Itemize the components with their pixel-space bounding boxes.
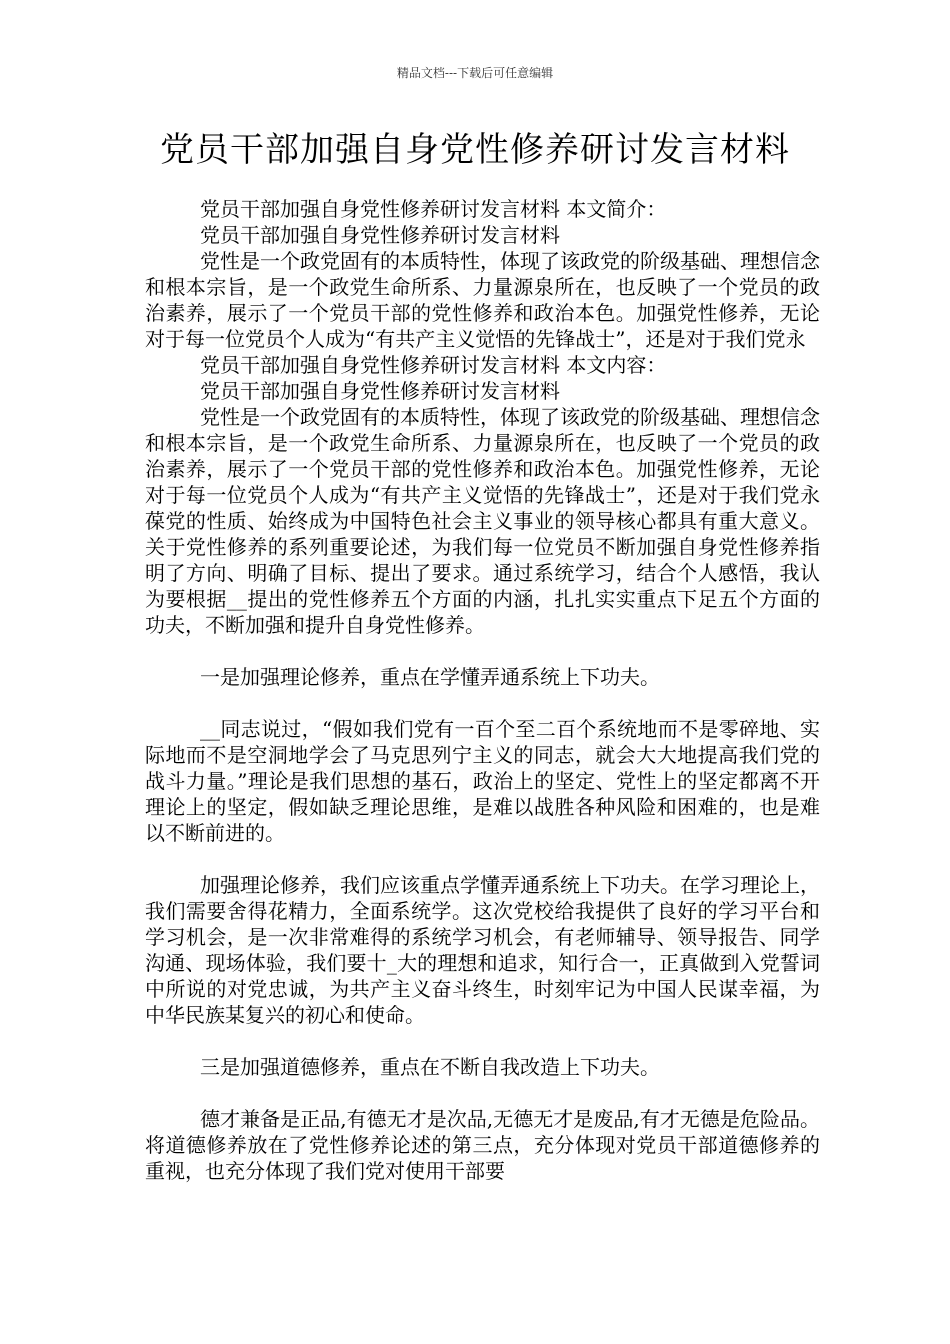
content-paragraph: 党性是一个政党固有的本质特性，体现了该政党的阶级基础、理想信念和根本宗旨，是一个政党生命所系、力量源泉所在，也反映了一个党员的政治素养，展示了一个党员干部的党性修养和政治本色。加强党性修养，无论对于每一位党员个人成为“有共产主义觉悟的先锋战士”，还是对于我们党永葆党的性质、始终成为中国特色社会主义事业的领导核心都具有重大意义。关于党性修养的系列重要论述，为我们每一位党员不断加强自身党性修养指明了方向、明确了目标、提出了要求。通过系统学习，结合个人感悟，我认为要根据__提出的党性修养五个方面的内涵，扎扎实实重点下足五个方面的功夫，不断加强和提升自身党性修养。 xyxy=(145,405,820,637)
intro-heading: 党员干部加强自身党性修养研讨发言材料 本文简介： xyxy=(200,197,667,221)
page-header: 精品文档---下载后可任意编辑 xyxy=(396,66,554,80)
content-heading: 党员干部加强自身党性修养研讨发言材料 本文内容： xyxy=(200,353,667,377)
intro-summary: 党性是一个政党固有的本质特性，体现了该政党的阶级基础、理想信念和根本宗旨，是一个政党生命所系、力量源泉所在，也反映了一个党员的政治素养，展示了一个党员干部的党性修养和政治本色。加强党性修养，无论对于每一位党员个人成为“有共产主义觉悟的先锋战士”，还是对于我们党永 xyxy=(145,249,820,351)
theory-study-paragraph: 加强理论修养，我们应该重点学懂弄通系统上下功夫。在学习理论上，我们需要舍得花精力，全面系统学。这次党校给我提供了良好的学习平台和学习机会，是一次非常难得的系统学习机会，有老师辅导、领导报告、同学沟通、现场体验，我们要十_大的理想和追求，知行合一，正真做到入党誓词中所说的对党忠诚，为共产主义奋斗终生，时刻牢记为中国人民谋幸福，为中华民族某复兴的初心和使命。 xyxy=(145,873,820,1027)
content-subtitle: 党员干部加强自身党性修养研讨发言材料 xyxy=(200,379,560,403)
section-heading-theory: 一是加强理论修养，重点在学懂弄通系统上下功夫。 xyxy=(200,665,660,689)
intro-subtitle: 党员干部加强自身党性修养研讨发言材料 xyxy=(200,223,560,247)
document-title: 党员干部加强自身党性修养研讨发言材料 xyxy=(160,130,790,170)
theory-quote-paragraph: __同志说过，“假如我们党有一百个至二百个系统地而不是零碎地、实际地而不是空洞地学会了马克思列宁主义的同志，就会大大地提高我们党的战斗力量。”理论是我们思想的基石，政治上的坚定、党性上的坚定都离不开理论上的坚定，假如缺乏理论思维，是难以战胜各种风险和困难的，也是难以不断前进的。 xyxy=(145,717,820,845)
section-heading-morality: 三是加强道德修养，重点在不断自我改造上下功夫。 xyxy=(200,1055,660,1079)
document-body xyxy=(145,196,820,1184)
morality-paragraph: 德才兼备是正品,有德无才是次品,无德无才是废品,有才无德是危险品。将道德修养放在了党性修养论述的第三点，充分体现对党员干部道德修养的重视，也充分体现了我们党对使用干部要 xyxy=(145,1107,820,1183)
